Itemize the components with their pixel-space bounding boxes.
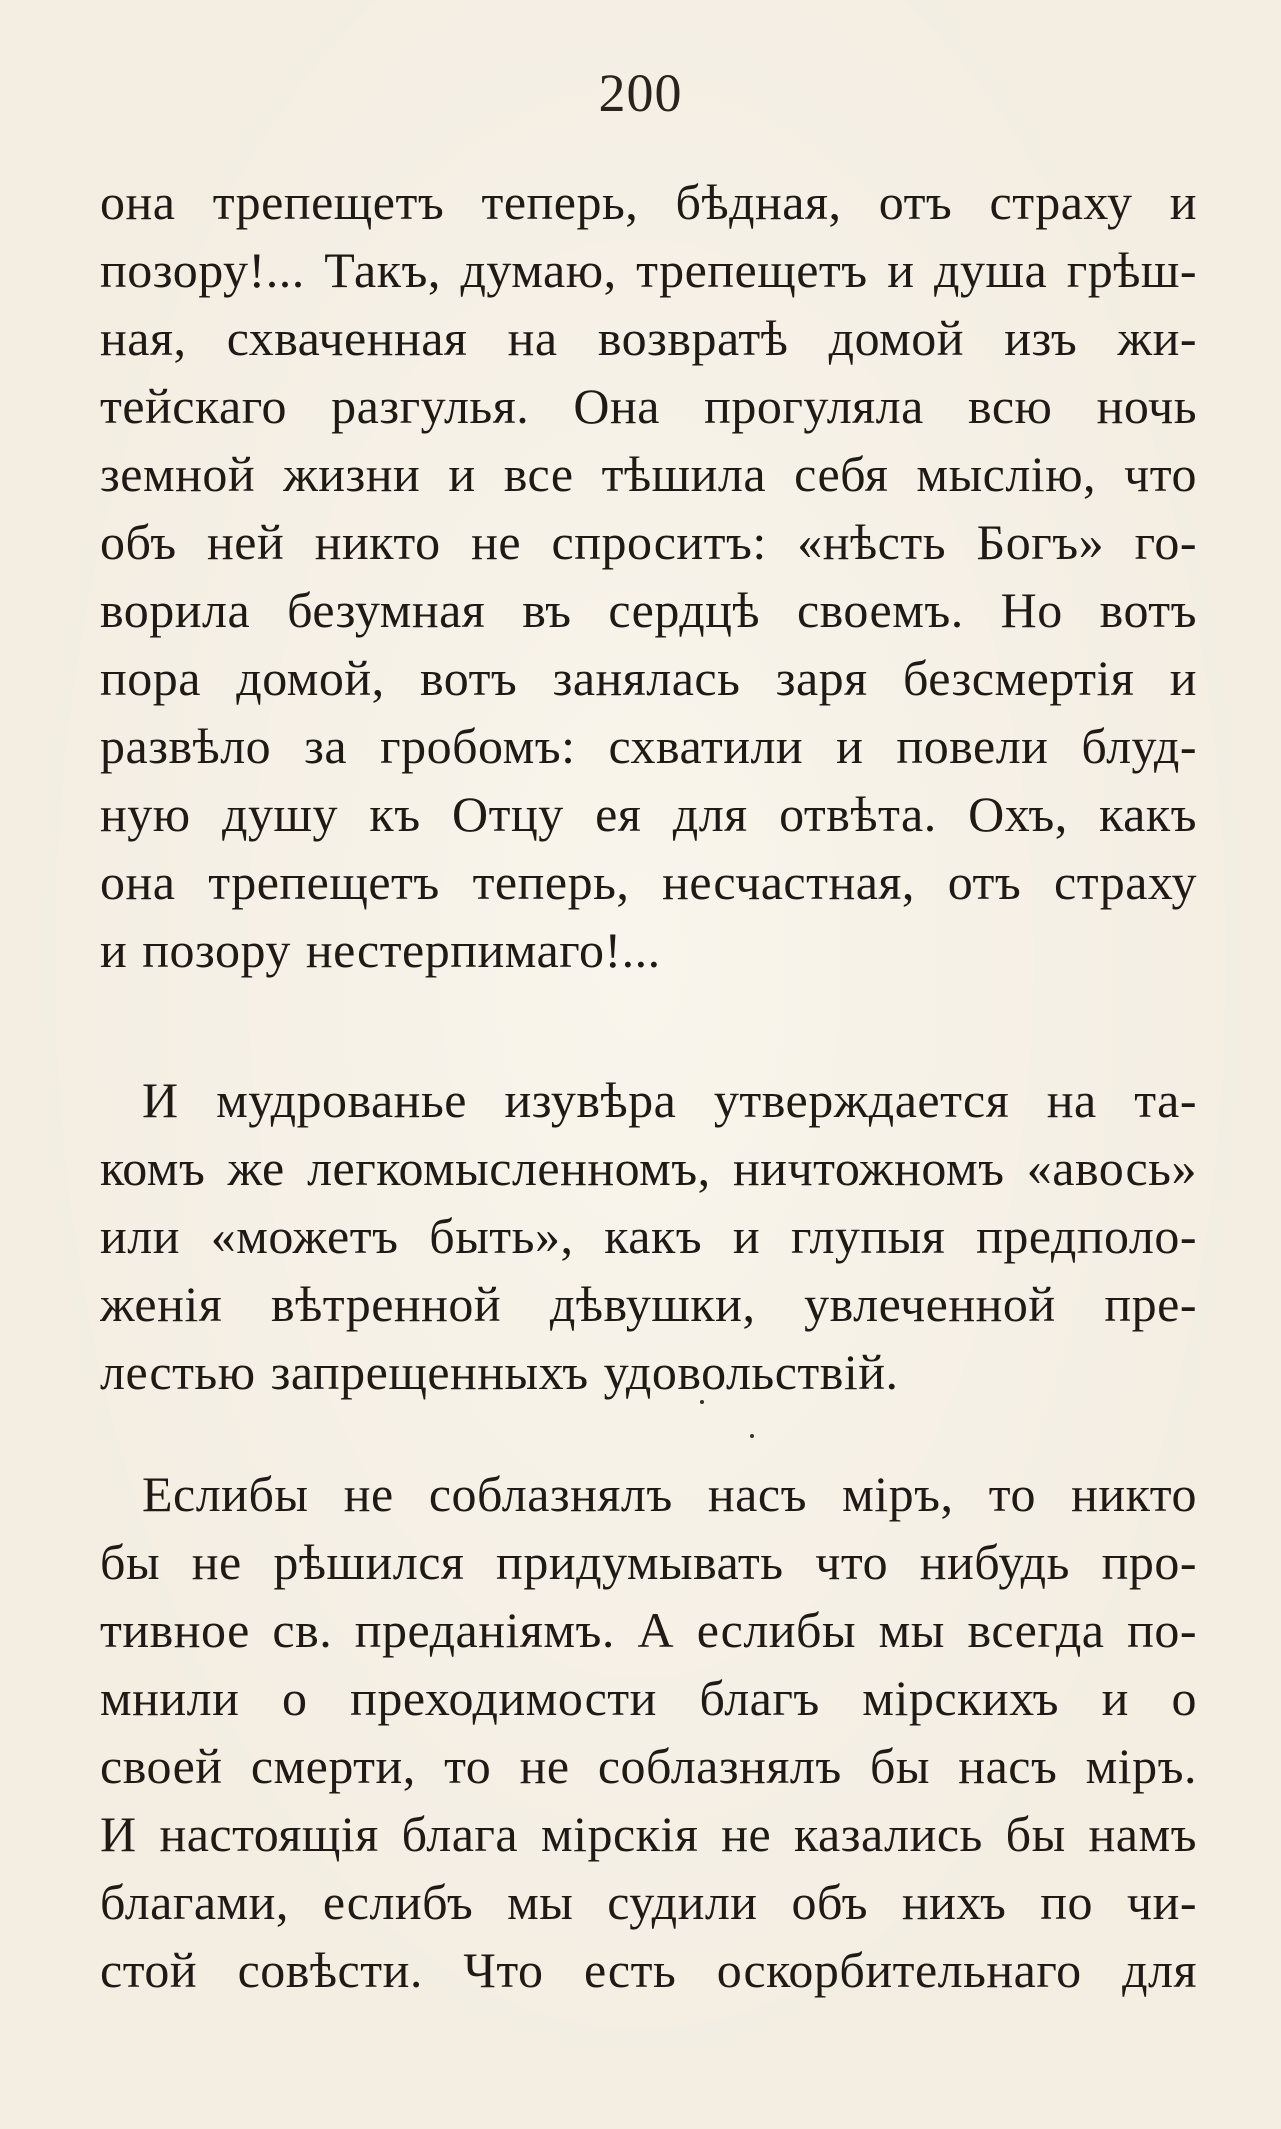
text-line: стой совѣсти. Что есть оскорбительнаго для — [100, 1942, 1197, 1998]
text-line: своей смерти, то не соблазнялъ бы насъ міръ. — [100, 1738, 1197, 1794]
print-speck-ornament — [700, 1400, 760, 1430]
text-line: тивное св. преданіямъ. А еслибы мы всегда по- — [100, 1602, 1197, 1658]
text-line: ворила безумная въ сердцѣ своемъ. Но вотъ — [100, 582, 1197, 638]
text-line: она трепещетъ теперь, бѣдная, отъ страху и — [100, 174, 1197, 230]
text-line: лестью запрещенныхъ удовольствій. — [100, 1344, 899, 1400]
text-line: и позору нестерпимаго!... — [100, 922, 661, 978]
text-line: бы не рѣшился придумывать что нибудь про- — [100, 1534, 1197, 1590]
paragraph-1 — [100, 168, 1197, 984]
paragraph-2 — [100, 1066, 1197, 1406]
text-line: Еслибы не соблазнялъ насъ міръ, то никто — [142, 1466, 1197, 1522]
text-line: комъ же легкомысленномъ, ничтожномъ «авось» — [100, 1140, 1197, 1196]
text-line: или «можетъ быть», какъ и глупыя предполо- — [100, 1208, 1197, 1264]
page-number: 200 — [598, 63, 683, 123]
text-line: И мудрованье изувѣра утверждается на та- — [142, 1072, 1197, 1128]
paragraph-3 — [100, 1460, 1197, 2004]
text-line: женія вѣтренной дѣвушки, увлеченной пре- — [100, 1276, 1197, 1332]
text-line: объ ней никто не спроситъ: «нѣсть Богъ» го- — [100, 514, 1197, 570]
text-line: тейскаго разгулья. Она прогуляла всю ночь — [100, 378, 1197, 434]
text-line: мнили о преходимости благъ мірскихъ и о — [100, 1670, 1197, 1726]
text-line: благами, еслибъ мы судили объ нихъ по чи- — [100, 1874, 1197, 1930]
text-line: ную душу къ Отцу ея для отвѣта. Охъ, какъ — [100, 786, 1197, 842]
text-line: позору!... Такъ, думаю, трепещетъ и душа грѣш- — [100, 242, 1197, 298]
text-line: земной жизни и все тѣшила себя мыслію, что — [100, 446, 1197, 502]
text-line: ная, схваченная на возвратѣ домой изъ жи- — [100, 310, 1197, 366]
text-line: она трепещетъ теперь, несчастная, отъ страху — [100, 854, 1197, 910]
text-line: И настоящія блага мірскія не казались бы намъ — [100, 1806, 1197, 1862]
text-line: пора домой, вотъ занялась заря безсмертія и — [100, 650, 1197, 706]
text-line: развѣло за гробомъ: схватили и повели блуд- — [100, 718, 1197, 774]
